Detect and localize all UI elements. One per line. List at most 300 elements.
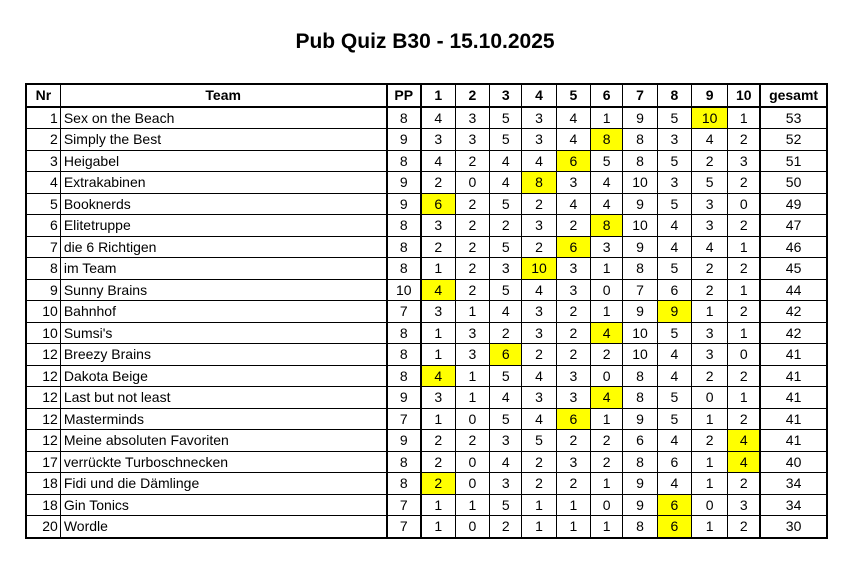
pp-cell: 8 bbox=[387, 236, 421, 258]
round-score-cell: 2 bbox=[556, 322, 590, 344]
round-score-cell: 3 bbox=[522, 301, 556, 323]
round-score-cell: 2 bbox=[490, 516, 522, 538]
column-header: 3 bbox=[490, 84, 522, 107]
round-score-cell: 8 bbox=[623, 258, 657, 280]
rank-cell: 12 bbox=[26, 408, 60, 430]
round-score-cell: 1 bbox=[591, 408, 623, 430]
round-score-cell: 2 bbox=[728, 301, 760, 323]
table-row bbox=[26, 344, 827, 366]
round-score-cell: 5 bbox=[490, 279, 522, 301]
round-score-cell: 4 bbox=[657, 215, 691, 237]
round-score-cell: 1 bbox=[728, 387, 760, 409]
round-score-cell: 2 bbox=[591, 451, 623, 473]
round-score-cell: 7 bbox=[623, 279, 657, 301]
round-score-cell: 3 bbox=[455, 344, 489, 366]
round-score-cell: 6 bbox=[556, 236, 590, 258]
round-score-cell: 3 bbox=[556, 172, 590, 194]
round-score-cell: 4 bbox=[657, 473, 691, 495]
round-score-cell: 3 bbox=[490, 473, 522, 495]
round-score-cell: 2 bbox=[522, 236, 556, 258]
round-score-cell: 2 bbox=[522, 193, 556, 215]
rank-cell: 12 bbox=[26, 365, 60, 387]
round-score-cell: 5 bbox=[490, 408, 522, 430]
round-score-cell: 2 bbox=[728, 172, 760, 194]
round-score-cell: 1 bbox=[591, 301, 623, 323]
round-score-cell: 1 bbox=[728, 279, 760, 301]
round-score-cell: 3 bbox=[556, 451, 590, 473]
round-score-cell: 2 bbox=[728, 408, 760, 430]
round-score-cell: 8 bbox=[591, 215, 623, 237]
rank-cell: 12 bbox=[26, 387, 60, 409]
round-score-cell: 8 bbox=[522, 172, 556, 194]
total-cell: 41 bbox=[760, 430, 827, 452]
round-score-cell: 0 bbox=[728, 344, 760, 366]
round-score-cell: 2 bbox=[455, 193, 489, 215]
round-score-cell: 5 bbox=[490, 236, 522, 258]
pp-cell: 8 bbox=[387, 451, 421, 473]
round-score-cell: 2 bbox=[591, 430, 623, 452]
rank-cell: 12 bbox=[26, 430, 60, 452]
round-score-cell: 5 bbox=[657, 150, 691, 172]
round-score-cell: 4 bbox=[490, 172, 522, 194]
round-score-cell: 4 bbox=[657, 430, 691, 452]
round-score-cell: 2 bbox=[421, 451, 455, 473]
total-cell: 46 bbox=[760, 236, 827, 258]
round-score-cell: 4 bbox=[522, 408, 556, 430]
round-score-cell: 4 bbox=[421, 150, 455, 172]
column-header: 4 bbox=[522, 84, 556, 107]
team-name-cell: verrückte Turboschnecken bbox=[60, 451, 386, 473]
team-name-cell: Meine absoluten Favoriten bbox=[60, 430, 386, 452]
team-name-cell: Gin Tonics bbox=[60, 494, 386, 516]
round-score-cell: 2 bbox=[728, 365, 760, 387]
team-name-cell: Elitetruppe bbox=[60, 215, 386, 237]
round-score-cell: 2 bbox=[728, 258, 760, 280]
round-score-cell: 2 bbox=[455, 430, 489, 452]
round-score-cell: 2 bbox=[728, 129, 760, 151]
round-score-cell: 4 bbox=[522, 365, 556, 387]
round-score-cell: 2 bbox=[556, 301, 590, 323]
round-score-cell: 4 bbox=[657, 365, 691, 387]
round-score-cell: 4 bbox=[591, 322, 623, 344]
round-score-cell: 2 bbox=[556, 344, 590, 366]
round-score-cell: 1 bbox=[692, 301, 728, 323]
round-score-cell: 6 bbox=[657, 494, 691, 516]
results-table bbox=[25, 83, 828, 539]
round-score-cell: 1 bbox=[591, 258, 623, 280]
round-score-cell: 0 bbox=[728, 193, 760, 215]
round-score-cell: 2 bbox=[455, 236, 489, 258]
rank-cell: 18 bbox=[26, 494, 60, 516]
round-score-cell: 10 bbox=[522, 258, 556, 280]
column-header: 2 bbox=[455, 84, 489, 107]
total-cell: 40 bbox=[760, 451, 827, 473]
total-cell: 41 bbox=[760, 344, 827, 366]
round-score-cell: 8 bbox=[623, 129, 657, 151]
round-score-cell: 4 bbox=[556, 129, 590, 151]
table-row bbox=[26, 215, 827, 237]
column-header: 1 bbox=[421, 84, 455, 107]
round-score-cell: 5 bbox=[657, 193, 691, 215]
round-score-cell: 3 bbox=[421, 387, 455, 409]
round-score-cell: 2 bbox=[556, 215, 590, 237]
round-score-cell: 9 bbox=[623, 107, 657, 129]
round-score-cell: 0 bbox=[692, 387, 728, 409]
round-score-cell: 0 bbox=[591, 494, 623, 516]
round-score-cell: 2 bbox=[490, 322, 522, 344]
round-score-cell: 8 bbox=[591, 129, 623, 151]
round-score-cell: 4 bbox=[556, 193, 590, 215]
round-score-cell: 5 bbox=[490, 129, 522, 151]
total-cell: 47 bbox=[760, 215, 827, 237]
total-cell: 45 bbox=[760, 258, 827, 280]
team-name-cell: Sumsi's bbox=[60, 322, 386, 344]
round-score-cell: 3 bbox=[421, 215, 455, 237]
round-score-cell: 4 bbox=[490, 451, 522, 473]
round-score-cell: 8 bbox=[623, 451, 657, 473]
round-score-cell: 6 bbox=[556, 408, 590, 430]
table-row bbox=[26, 387, 827, 409]
round-score-cell: 4 bbox=[490, 387, 522, 409]
pp-cell: 8 bbox=[387, 258, 421, 280]
round-score-cell: 2 bbox=[455, 150, 489, 172]
round-score-cell: 3 bbox=[657, 129, 691, 151]
table-row bbox=[26, 236, 827, 258]
round-score-cell: 2 bbox=[421, 172, 455, 194]
table-row bbox=[26, 494, 827, 516]
round-score-cell: 0 bbox=[455, 408, 489, 430]
round-score-cell: 0 bbox=[455, 516, 489, 538]
team-name-cell: Wordle bbox=[60, 516, 386, 538]
round-score-cell: 2 bbox=[728, 215, 760, 237]
round-score-cell: 4 bbox=[421, 365, 455, 387]
round-score-cell: 3 bbox=[556, 387, 590, 409]
round-score-cell: 2 bbox=[728, 473, 760, 495]
round-score-cell: 4 bbox=[522, 279, 556, 301]
round-score-cell: 2 bbox=[421, 236, 455, 258]
round-score-cell: 4 bbox=[421, 279, 455, 301]
round-score-cell: 5 bbox=[657, 107, 691, 129]
table-row bbox=[26, 193, 827, 215]
round-score-cell: 5 bbox=[522, 430, 556, 452]
round-score-cell: 2 bbox=[692, 430, 728, 452]
round-score-cell: 0 bbox=[692, 494, 728, 516]
round-score-cell: 8 bbox=[623, 516, 657, 538]
round-score-cell: 3 bbox=[421, 301, 455, 323]
total-cell: 41 bbox=[760, 365, 827, 387]
pp-cell: 8 bbox=[387, 365, 421, 387]
round-score-cell: 9 bbox=[623, 301, 657, 323]
round-score-cell: 5 bbox=[490, 107, 522, 129]
round-score-cell: 9 bbox=[657, 301, 691, 323]
round-score-cell: 1 bbox=[421, 408, 455, 430]
round-score-cell: 4 bbox=[490, 301, 522, 323]
round-score-cell: 9 bbox=[623, 408, 657, 430]
round-score-cell: 5 bbox=[657, 387, 691, 409]
round-score-cell: 8 bbox=[623, 365, 657, 387]
round-score-cell: 5 bbox=[657, 322, 691, 344]
round-score-cell: 1 bbox=[692, 408, 728, 430]
round-score-cell: 5 bbox=[657, 258, 691, 280]
round-score-cell: 1 bbox=[421, 344, 455, 366]
round-score-cell: 2 bbox=[455, 258, 489, 280]
total-cell: 49 bbox=[760, 193, 827, 215]
round-score-cell: 4 bbox=[522, 150, 556, 172]
team-name-cell: Last but not least bbox=[60, 387, 386, 409]
round-score-cell: 2 bbox=[522, 473, 556, 495]
column-header: 5 bbox=[556, 84, 590, 107]
round-score-cell: 2 bbox=[421, 430, 455, 452]
round-score-cell: 3 bbox=[455, 107, 489, 129]
page-title: Pub Quiz B30 - 15.10.2025 bbox=[295, 30, 555, 53]
round-score-cell: 1 bbox=[591, 107, 623, 129]
round-score-cell: 6 bbox=[623, 430, 657, 452]
round-score-cell: 1 bbox=[591, 473, 623, 495]
table-row bbox=[26, 107, 827, 129]
round-score-cell: 10 bbox=[623, 322, 657, 344]
round-score-cell: 2 bbox=[522, 451, 556, 473]
round-score-cell: 8 bbox=[623, 387, 657, 409]
total-cell: 34 bbox=[760, 494, 827, 516]
round-score-cell: 4 bbox=[692, 129, 728, 151]
total-cell: 53 bbox=[760, 107, 827, 129]
rank-cell: 7 bbox=[26, 236, 60, 258]
round-score-cell: 2 bbox=[421, 473, 455, 495]
column-header: 10 bbox=[728, 84, 760, 107]
round-score-cell: 1 bbox=[421, 322, 455, 344]
round-score-cell: 3 bbox=[490, 430, 522, 452]
round-score-cell: 3 bbox=[591, 236, 623, 258]
column-header: 7 bbox=[623, 84, 657, 107]
column-header: Team bbox=[60, 84, 386, 107]
round-score-cell: 1 bbox=[591, 516, 623, 538]
round-score-cell: 10 bbox=[623, 344, 657, 366]
round-score-cell: 0 bbox=[455, 172, 489, 194]
round-score-cell: 4 bbox=[692, 236, 728, 258]
pp-cell: 7 bbox=[387, 494, 421, 516]
team-name-cell: Sunny Brains bbox=[60, 279, 386, 301]
round-score-cell: 3 bbox=[556, 258, 590, 280]
pp-cell: 9 bbox=[387, 129, 421, 151]
round-score-cell: 3 bbox=[556, 365, 590, 387]
table-row bbox=[26, 322, 827, 344]
round-score-cell: 1 bbox=[455, 365, 489, 387]
team-name-cell: Simply the Best bbox=[60, 129, 386, 151]
total-cell: 42 bbox=[760, 301, 827, 323]
round-score-cell: 1 bbox=[455, 301, 489, 323]
round-score-cell: 5 bbox=[591, 150, 623, 172]
round-score-cell: 4 bbox=[421, 107, 455, 129]
round-score-cell: 2 bbox=[692, 258, 728, 280]
round-score-cell: 1 bbox=[421, 516, 455, 538]
rank-cell: 6 bbox=[26, 215, 60, 237]
column-header: 9 bbox=[692, 84, 728, 107]
round-score-cell: 3 bbox=[556, 279, 590, 301]
rank-cell: 12 bbox=[26, 344, 60, 366]
rank-cell: 5 bbox=[26, 193, 60, 215]
round-score-cell: 9 bbox=[623, 473, 657, 495]
rank-cell: 18 bbox=[26, 473, 60, 495]
round-score-cell: 0 bbox=[455, 451, 489, 473]
table-row bbox=[26, 301, 827, 323]
table-row bbox=[26, 258, 827, 280]
rank-cell: 1 bbox=[26, 107, 60, 129]
table-row bbox=[26, 129, 827, 151]
round-score-cell: 2 bbox=[692, 150, 728, 172]
rank-cell: 17 bbox=[26, 451, 60, 473]
round-score-cell: 1 bbox=[455, 494, 489, 516]
round-score-cell: 3 bbox=[421, 129, 455, 151]
round-score-cell: 4 bbox=[728, 451, 760, 473]
round-score-cell: 4 bbox=[591, 387, 623, 409]
round-score-cell: 6 bbox=[657, 279, 691, 301]
pp-cell: 8 bbox=[387, 473, 421, 495]
round-score-cell: 3 bbox=[455, 129, 489, 151]
round-score-cell: 6 bbox=[490, 344, 522, 366]
round-score-cell: 3 bbox=[522, 129, 556, 151]
table-row bbox=[26, 408, 827, 430]
total-cell: 30 bbox=[760, 516, 827, 538]
round-score-cell: 2 bbox=[522, 344, 556, 366]
rank-cell: 9 bbox=[26, 279, 60, 301]
pp-cell: 8 bbox=[387, 150, 421, 172]
round-score-cell: 10 bbox=[692, 107, 728, 129]
round-score-cell: 6 bbox=[556, 150, 590, 172]
round-score-cell: 4 bbox=[591, 193, 623, 215]
table-row bbox=[26, 516, 827, 538]
pp-cell: 8 bbox=[387, 215, 421, 237]
round-score-cell: 5 bbox=[692, 172, 728, 194]
team-name-cell: Heigabel bbox=[60, 150, 386, 172]
round-score-cell: 1 bbox=[556, 494, 590, 516]
pp-cell: 7 bbox=[387, 516, 421, 538]
round-score-cell: 4 bbox=[591, 172, 623, 194]
pp-cell: 9 bbox=[387, 172, 421, 194]
round-score-cell: 1 bbox=[728, 107, 760, 129]
round-score-cell: 5 bbox=[657, 408, 691, 430]
round-score-cell: 5 bbox=[490, 193, 522, 215]
round-score-cell: 2 bbox=[455, 279, 489, 301]
pp-cell: 7 bbox=[387, 301, 421, 323]
total-cell: 51 bbox=[760, 150, 827, 172]
table-row bbox=[26, 279, 827, 301]
rank-cell: 20 bbox=[26, 516, 60, 538]
round-score-cell: 3 bbox=[490, 258, 522, 280]
round-score-cell: 3 bbox=[522, 215, 556, 237]
round-score-cell: 6 bbox=[657, 451, 691, 473]
round-score-cell: 1 bbox=[692, 516, 728, 538]
team-name-cell: Bahnhof bbox=[60, 301, 386, 323]
table-row bbox=[26, 473, 827, 495]
table-row bbox=[26, 172, 827, 194]
round-score-cell: 2 bbox=[556, 473, 590, 495]
round-score-cell: 4 bbox=[657, 236, 691, 258]
rank-cell: 10 bbox=[26, 322, 60, 344]
round-score-cell: 2 bbox=[692, 365, 728, 387]
round-score-cell: 3 bbox=[692, 322, 728, 344]
round-score-cell: 1 bbox=[692, 473, 728, 495]
round-score-cell: 1 bbox=[421, 494, 455, 516]
round-score-cell: 3 bbox=[522, 322, 556, 344]
total-cell: 50 bbox=[760, 172, 827, 194]
column-header: Nr bbox=[26, 84, 60, 107]
team-name-cell: Breezy Brains bbox=[60, 344, 386, 366]
table-body bbox=[26, 107, 827, 538]
round-score-cell: 3 bbox=[522, 107, 556, 129]
round-score-cell: 2 bbox=[490, 215, 522, 237]
rank-cell: 8 bbox=[26, 258, 60, 280]
round-score-cell: 1 bbox=[455, 387, 489, 409]
round-score-cell: 2 bbox=[591, 344, 623, 366]
round-score-cell: 3 bbox=[692, 215, 728, 237]
round-score-cell: 4 bbox=[657, 344, 691, 366]
total-cell: 41 bbox=[760, 408, 827, 430]
team-name-cell: Extrakabinen bbox=[60, 172, 386, 194]
column-header: 8 bbox=[657, 84, 691, 107]
round-score-cell: 1 bbox=[421, 258, 455, 280]
round-score-cell: 9 bbox=[623, 236, 657, 258]
round-score-cell: 4 bbox=[556, 107, 590, 129]
table-row bbox=[26, 150, 827, 172]
round-score-cell: 9 bbox=[623, 494, 657, 516]
column-header: 6 bbox=[591, 84, 623, 107]
round-score-cell: 9 bbox=[623, 193, 657, 215]
round-score-cell: 3 bbox=[455, 322, 489, 344]
team-name-cell: im Team bbox=[60, 258, 386, 280]
rank-cell: 2 bbox=[26, 129, 60, 151]
round-score-cell: 1 bbox=[692, 451, 728, 473]
round-score-cell: 10 bbox=[623, 215, 657, 237]
pp-cell: 9 bbox=[387, 193, 421, 215]
round-score-cell: 3 bbox=[728, 150, 760, 172]
round-score-cell: 3 bbox=[692, 193, 728, 215]
pp-cell: 10 bbox=[387, 279, 421, 301]
round-score-cell: 2 bbox=[556, 430, 590, 452]
column-header: PP bbox=[387, 84, 421, 107]
total-cell: 34 bbox=[760, 473, 827, 495]
round-score-cell: 3 bbox=[728, 494, 760, 516]
round-score-cell: 4 bbox=[490, 150, 522, 172]
table-row bbox=[26, 365, 827, 387]
round-score-cell: 1 bbox=[728, 322, 760, 344]
round-score-cell: 2 bbox=[728, 516, 760, 538]
pp-cell: 8 bbox=[387, 344, 421, 366]
pp-cell: 7 bbox=[387, 408, 421, 430]
team-name-cell: Dakota Beige bbox=[60, 365, 386, 387]
round-score-cell: 1 bbox=[522, 494, 556, 516]
rank-cell: 4 bbox=[26, 172, 60, 194]
round-score-cell: 0 bbox=[591, 365, 623, 387]
round-score-cell: 3 bbox=[522, 387, 556, 409]
team-name-cell: Masterminds bbox=[60, 408, 386, 430]
round-score-cell: 0 bbox=[591, 279, 623, 301]
total-cell: 42 bbox=[760, 322, 827, 344]
pp-cell: 9 bbox=[387, 430, 421, 452]
round-score-cell: 6 bbox=[657, 516, 691, 538]
header-row bbox=[26, 84, 827, 107]
round-score-cell: 5 bbox=[490, 365, 522, 387]
round-score-cell: 10 bbox=[623, 172, 657, 194]
round-score-cell: 4 bbox=[728, 430, 760, 452]
pp-cell: 8 bbox=[387, 107, 421, 129]
team-name-cell: Booknerds bbox=[60, 193, 386, 215]
team-name-cell: Sex on the Beach bbox=[60, 107, 386, 129]
round-score-cell: 2 bbox=[455, 215, 489, 237]
table-row bbox=[26, 430, 827, 452]
round-score-cell: 8 bbox=[623, 150, 657, 172]
team-name-cell: die 6 Richtigen bbox=[60, 236, 386, 258]
round-score-cell: 0 bbox=[455, 473, 489, 495]
